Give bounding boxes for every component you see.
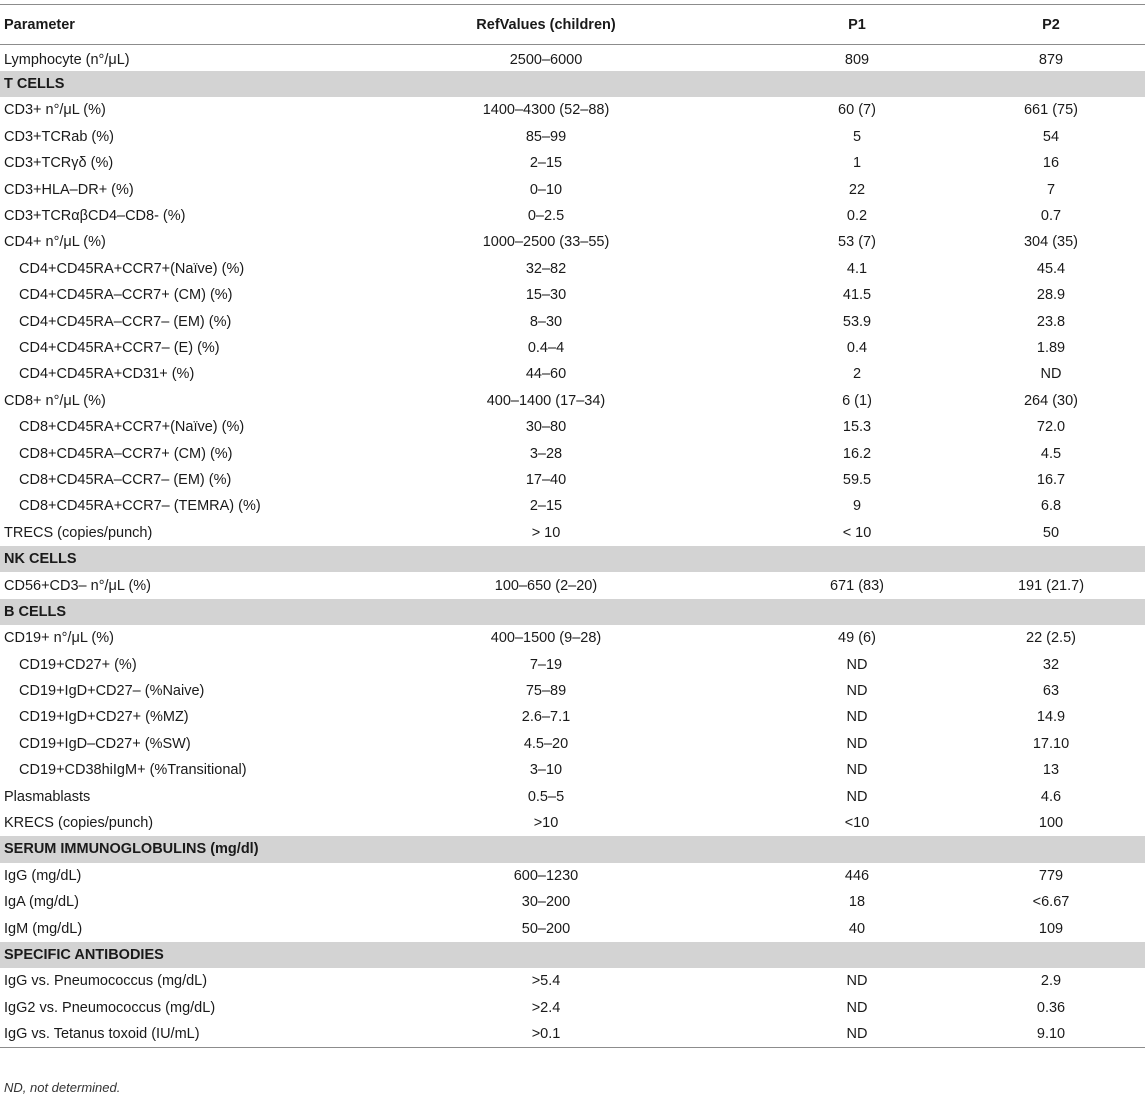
p1-cell: 809 xyxy=(844,51,870,68)
table-row xyxy=(0,572,1145,598)
p1-cell: ND xyxy=(846,762,868,779)
refvalue-cell: > 10 xyxy=(531,524,561,541)
refvalue-cell: 600–1230 xyxy=(513,867,579,884)
table-row xyxy=(0,388,1145,414)
parameter-cell: IgG vs. Tetanus toxoid (IU/mL) xyxy=(0,1021,335,1047)
p1-cell: 5 xyxy=(852,128,862,145)
parameter-cell: CD19+IgD–CD27+ (%SW) xyxy=(19,735,191,752)
immunology-table xyxy=(0,4,1145,1048)
table-row xyxy=(0,520,1145,546)
p1-cell: 4.1 xyxy=(846,260,868,277)
parameter-cell: CD8+CD45RA–CCR7– (EM) (%) xyxy=(19,471,232,488)
p1-cell: 53.9 xyxy=(842,313,872,330)
p2-cell: 0.7 xyxy=(1040,208,1062,225)
p2-cell: 100 xyxy=(1038,815,1064,832)
p2-cell: 13 xyxy=(1042,762,1060,779)
p2-cell: 23.8 xyxy=(1036,313,1066,330)
parameter-cell: CD8+CD45RA+CCR7– (TEMRA) (%) xyxy=(19,498,261,515)
refvalue-cell: 1000–2500 (33–55) xyxy=(482,234,610,251)
p2-cell: 22 (2.5) xyxy=(1026,630,1076,647)
section-title: T CELLS xyxy=(0,71,1145,97)
p2-cell: 7 xyxy=(1046,181,1056,198)
refvalue-cell: 30–80 xyxy=(525,419,567,436)
parameter-cell: IgA (mg/dL) xyxy=(4,894,79,911)
table-row xyxy=(0,810,1145,836)
table-header xyxy=(0,5,1145,45)
p1-cell: 671 (83) xyxy=(829,577,884,594)
p2-cell: 14.9 xyxy=(1036,709,1066,726)
refvalue-cell: 2–15 xyxy=(529,498,563,515)
p2-cell: 779 xyxy=(1038,867,1064,884)
parameter-cell: CD56+CD3– n°/μL (%) xyxy=(4,577,151,594)
p2-cell: 304 (35) xyxy=(1023,234,1078,251)
parameter-cell: CD19+CD38hiIgM+ (%Transitional) xyxy=(19,762,247,779)
refvalue-cell: >5.4 xyxy=(531,973,561,990)
p1-cell: < 10 xyxy=(842,524,872,541)
parameter-cell: CD4+ n°/μL (%) xyxy=(4,234,106,251)
p2-cell: 109 xyxy=(1038,920,1064,937)
refvalue-cell: 400–1500 (9–28) xyxy=(490,630,602,647)
refvalue-cell: >10 xyxy=(533,815,559,832)
p1-cell: 15.3 xyxy=(842,419,872,436)
footnote: ND, not determined. xyxy=(4,1080,121,1095)
p1-cell: 16.2 xyxy=(842,445,872,462)
parameter-cell: CD19+ n°/μL (%) xyxy=(4,630,114,647)
table-row xyxy=(0,915,1145,941)
section-title: NK CELLS xyxy=(0,546,1145,572)
parameter-cell: CD8+ n°/μL (%) xyxy=(4,392,106,409)
p1-cell: 40 xyxy=(848,920,866,937)
p2-cell: 6.8 xyxy=(1040,498,1062,515)
table-row xyxy=(0,678,1145,704)
parameter-cell: CD4+CD45RA–CCR7+ (CM) (%) xyxy=(19,287,233,304)
p2-cell: 2.9 xyxy=(1040,973,1062,990)
refvalue-cell: 8–30 xyxy=(529,313,563,330)
p2-cell: 17.10 xyxy=(1032,735,1070,752)
p2-cell: 4.5 xyxy=(1040,445,1062,462)
table-row xyxy=(0,889,1145,915)
parameter-cell: Plasmablasts xyxy=(4,788,91,805)
p1-cell: 1 xyxy=(852,155,862,172)
header-p2: P2 xyxy=(957,5,1145,45)
parameter-cell: CD3+HLA–DR+ (%) xyxy=(4,181,134,198)
p2-cell: <6.67 xyxy=(1032,894,1070,911)
refvalue-cell: 100–650 (2–20) xyxy=(494,577,598,594)
parameter-cell: IgG vs. Pneumococcus (mg/dL) xyxy=(4,973,208,990)
refvalue-cell: 30–200 xyxy=(521,894,571,911)
p1-cell: ND xyxy=(757,1021,957,1047)
parameter-cell: CD3+TCRab (%) xyxy=(4,128,114,145)
header-parameter: Parameter xyxy=(0,5,335,45)
p1-cell: ND xyxy=(846,735,868,752)
parameter-cell: CD3+TCRγδ (%) xyxy=(4,155,114,172)
p1-cell: 2 xyxy=(852,366,862,383)
parameter-cell: TRECS (copies/punch) xyxy=(4,524,153,541)
refvalue-cell: 2.6–7.1 xyxy=(521,709,571,726)
header-row xyxy=(0,5,1145,45)
parameter-cell: CD19+IgD+CD27+ (%MZ) xyxy=(19,709,189,726)
parameter-cell: CD8+CD45RA–CCR7+ (CM) (%) xyxy=(19,445,233,462)
p2-cell: 28.9 xyxy=(1036,287,1066,304)
section-header-row xyxy=(0,836,1145,862)
p2-cell: 661 (75) xyxy=(1023,102,1078,119)
table-row xyxy=(0,124,1145,150)
p1-cell: 59.5 xyxy=(842,471,872,488)
refvalue-cell: 0–2.5 xyxy=(527,208,565,225)
table-row xyxy=(0,863,1145,889)
parameter-cell: KRECS (copies/punch) xyxy=(4,815,154,832)
refvalue-cell: 0.5–5 xyxy=(527,788,565,805)
table-row xyxy=(0,335,1145,361)
table-row xyxy=(0,45,1145,71)
parameter-cell: CD4+CD45RA+CCR7– (E) (%) xyxy=(19,339,220,356)
parameter-cell: CD4+CD45RA+CCR7+(Naïve) (%) xyxy=(19,260,245,277)
section-header-row xyxy=(0,546,1145,572)
table-row xyxy=(0,625,1145,651)
parameter-cell: IgM (mg/dL) xyxy=(4,920,83,937)
p2-cell: 45.4 xyxy=(1036,260,1066,277)
parameter-cell: CD3+TCRαβCD4–CD8- (%) xyxy=(4,208,186,225)
table-row xyxy=(0,150,1145,176)
refvalue-cell: 7–19 xyxy=(529,656,563,673)
table-row xyxy=(0,256,1145,282)
table-row xyxy=(0,704,1145,730)
table-row xyxy=(0,783,1145,809)
refvalue-cell: 17–40 xyxy=(525,471,567,488)
p2-cell: 16 xyxy=(1042,155,1060,172)
p1-cell: ND xyxy=(846,683,868,700)
table-row xyxy=(0,757,1145,783)
parameter-cell: Lymphocyte (n°/μL) xyxy=(4,51,130,68)
table-row xyxy=(0,97,1145,123)
section-header-row xyxy=(0,71,1145,97)
parameter-cell: IgG2 vs. Pneumococcus (mg/dL) xyxy=(4,999,216,1016)
table-row xyxy=(0,1021,1145,1047)
p1-cell: 0.2 xyxy=(846,208,868,225)
parameter-cell: CD4+CD45RA–CCR7– (EM) (%) xyxy=(19,313,232,330)
p1-cell: 53 (7) xyxy=(838,234,876,251)
refvalue-cell: 50–200 xyxy=(521,920,571,937)
section-title: SERUM IMMUNOGLOBULINS (mg/dl) xyxy=(0,836,1145,862)
refvalue-cell: 2–15 xyxy=(529,155,563,172)
parameter-cell: CD8+CD45RA+CCR7+(Naïve) (%) xyxy=(19,419,245,436)
table-row xyxy=(0,440,1145,466)
p1-cell: 60 (7) xyxy=(838,102,876,119)
p2-cell: 191 (21.7) xyxy=(1017,577,1085,594)
section-title: SPECIFIC ANTIBODIES xyxy=(0,942,1145,968)
table-row xyxy=(0,731,1145,757)
refvalue-cell: 44–60 xyxy=(525,366,567,383)
p1-cell: 446 xyxy=(844,867,870,884)
p1-cell: ND xyxy=(846,999,868,1016)
refvalue-cell: 0.4–4 xyxy=(527,339,565,356)
table-row xyxy=(0,968,1145,994)
parameter-cell: CD4+CD45RA+CD31+ (%) xyxy=(19,366,195,383)
header-refvalues: RefValues (children) xyxy=(335,5,757,45)
p1-cell: ND xyxy=(846,656,868,673)
p1-cell: 22 xyxy=(848,181,866,198)
p1-cell: ND xyxy=(846,973,868,990)
refvalue-cell: 15–30 xyxy=(525,287,567,304)
table-row xyxy=(0,176,1145,202)
header-p1: P1 xyxy=(757,5,957,45)
p2-cell: 0.36 xyxy=(1036,999,1066,1016)
table-body xyxy=(0,45,1145,1048)
refvalue-cell: 1400–4300 (52–88) xyxy=(482,102,610,119)
p1-cell: 6 (1) xyxy=(842,392,872,409)
p2-cell: 72.0 xyxy=(1036,419,1066,436)
table-row xyxy=(0,308,1145,334)
parameter-cell: IgG (mg/dL) xyxy=(4,867,82,884)
table-row xyxy=(0,493,1145,519)
refvalue-cell: 75–89 xyxy=(525,683,567,700)
table-row xyxy=(0,651,1145,677)
section-header-row xyxy=(0,599,1145,625)
p2-cell: 16.7 xyxy=(1036,471,1066,488)
table-row xyxy=(0,995,1145,1021)
p1-cell: ND xyxy=(846,709,868,726)
p1-cell: 9 xyxy=(852,498,862,515)
p2-cell: 63 xyxy=(1042,683,1060,700)
table-row xyxy=(0,414,1145,440)
p2-cell: 1.89 xyxy=(1036,339,1066,356)
table-row xyxy=(0,229,1145,255)
p2-cell: 50 xyxy=(1042,524,1060,541)
p1-cell: 18 xyxy=(848,894,866,911)
p2-cell: 879 xyxy=(1038,51,1064,68)
p1-cell: ND xyxy=(846,788,868,805)
parameter-cell: CD19+CD27+ (%) xyxy=(19,656,137,673)
refvalue-cell: 4.5–20 xyxy=(523,735,569,752)
refvalue-cell: 3–10 xyxy=(529,762,563,779)
parameter-cell: CD19+IgD+CD27– (%Naive) xyxy=(19,683,205,700)
refvalue-cell: 0–10 xyxy=(529,181,563,198)
refvalue-cell: 3–28 xyxy=(529,445,563,462)
refvalue-cell: >0.1 xyxy=(335,1021,757,1047)
section-title: B CELLS xyxy=(0,599,1145,625)
p1-cell: <10 xyxy=(844,815,870,832)
table-row xyxy=(0,282,1145,308)
p2-cell: 4.6 xyxy=(1040,788,1062,805)
parameter-cell: CD3+ n°/μL (%) xyxy=(4,102,106,119)
refvalue-cell: 400–1400 (17–34) xyxy=(486,392,606,409)
section-header-row xyxy=(0,942,1145,968)
p2-cell: ND xyxy=(1040,366,1062,383)
table-row xyxy=(0,361,1145,387)
table-row xyxy=(0,203,1145,229)
p1-cell: 0.4 xyxy=(846,339,868,356)
p2-cell: 264 (30) xyxy=(1023,392,1078,409)
refvalue-cell: >2.4 xyxy=(531,999,561,1016)
p2-cell: 54 xyxy=(1042,128,1060,145)
p1-cell: 49 (6) xyxy=(838,630,876,647)
p2-cell: 32 xyxy=(1042,656,1060,673)
refvalue-cell: 32–82 xyxy=(525,260,567,277)
p2-cell: 9.10 xyxy=(957,1021,1145,1047)
table-row xyxy=(0,467,1145,493)
refvalue-cell: 85–99 xyxy=(525,128,567,145)
p1-cell: 41.5 xyxy=(842,287,872,304)
refvalue-cell: 2500–6000 xyxy=(509,51,583,68)
